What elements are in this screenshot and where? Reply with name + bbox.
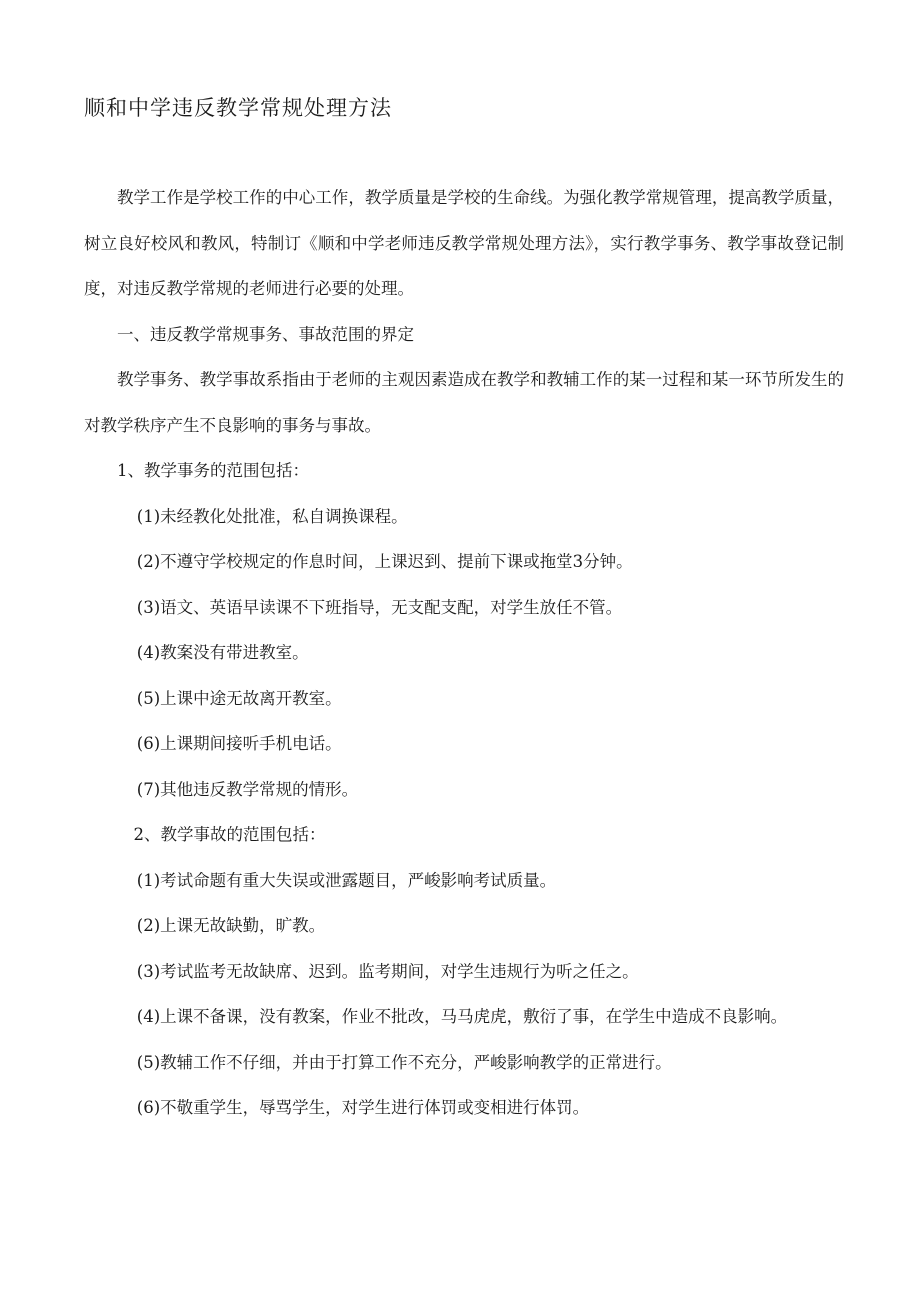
list-item: (7)其他违反教学常规的情形。 [136,779,359,799]
list-item: (3)语文、英语早读课不下班指导，无支配支配，对学生放任不管。 [136,597,623,617]
list-item: (4)教案没有带进教室。 [136,643,309,662]
intro-paragraph: 教学工作是学校工作的中心工作，教学质量是学校的生命线。为强化教学常规管理，提高教学质量，树立良好校风和教风，特制订《顺和中学老师违反教学常规处理方法》，实行教学事务、教学事故登记制度，对违反教学常规的老师进行必要的处理。 [84,188,844,298]
document-title: 顺和中学违反教学常规处理方法 [84,96,392,120]
list-item: (6)不敬重学生，辱骂学生，对学生进行体罚或变相进行体罚。 [136,1098,590,1117]
section-heading-1: 一、违反教学常规事务、事故范围的界定 [117,324,414,344]
list-item: (4)上课不备课，没有教案，作业不批改，马马虎虎，敷衍了事，在学生中造成不良影响。 [136,1007,788,1026]
list-item: (5)教辅工作不仔细，并由于打算工作不充分，严峻影响教学的正常进行。 [136,1052,672,1072]
list-item: (6)上课期间接听手机电话。 [136,734,342,753]
list-item: (1)未经教化处批准，私自调换课程。 [136,506,408,526]
list-item: (1)考试命题有重大失误或泄露题目，严峻影响考试质量。 [136,870,557,890]
list-item: (3)考试监考无故缺席、迟到。监考期间，对学生违规行为听之任之。 [136,961,639,981]
subsection-heading-accidents: 2、教学事故的范围包括： [133,825,326,844]
list-item: (2)不遵守学校规定的作息时间，上课迟到、提前下课或拖堂3分钟。 [136,552,633,571]
list-item: (2)上课无故缺勤，旷教。 [136,916,326,935]
list-item: (5)上课中途无故离开教室。 [136,688,342,708]
definition-paragraph: 教学事务、教学事故系指由于老师的主观因素造成在教学和教辅工作的某一过程和某一环节所发生的对教学秩序产生不良影响的事务与事故。 [84,370,844,435]
document-body [84,175,844,1131]
subsection-heading-affairs: 1、教学事务的范围包括： [117,461,309,480]
